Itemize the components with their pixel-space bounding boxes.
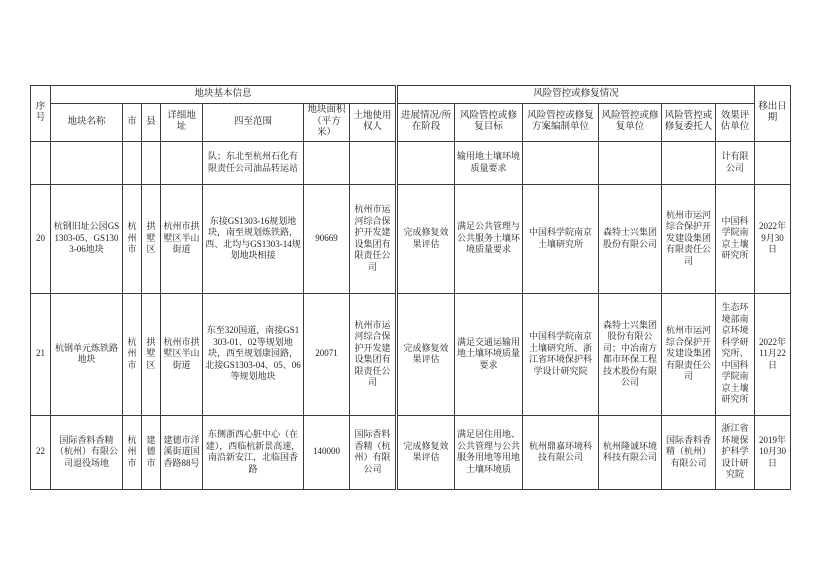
header-city: 市 [123, 104, 142, 142]
table-row-22 [31, 415, 791, 489]
cell-county: 拱墅区 [142, 184, 161, 293]
cell-county [142, 141, 161, 184]
cell-remove-date [755, 141, 791, 184]
cell-land-user: 国际香料香精（杭州）有限公司 [350, 415, 397, 489]
cell-address [161, 141, 203, 184]
cell-target: 满足公共管理与公共服务土壤环境质量要求 [455, 184, 523, 293]
table-row-21 [31, 293, 791, 415]
header-serial: 序号 [31, 86, 51, 142]
cell-area [304, 141, 350, 184]
cell-plan-unit: 中国科学院南京土壤研究所 [523, 184, 599, 293]
cell-progress: 完成修复效果评估 [397, 184, 455, 293]
cell-client: 国际香料香精（杭州）有限公司 [662, 415, 716, 489]
header-columns-row [31, 104, 791, 142]
cell-repair-unit: 森特士兴集团股份有限公司；中冶南方都市环保工程技术股份有限公司 [599, 293, 662, 415]
cell-parcel-name: 国际香料香精（杭州）有限公司退役场地 [51, 415, 123, 489]
table-row-carryover [31, 141, 791, 184]
header-repair-unit: 风险管控或修复单位 [599, 104, 662, 142]
cell-remove-date: 2022年11月22日 [755, 293, 791, 415]
header-remove-date: 移出日期 [755, 86, 791, 142]
cell-city [123, 141, 142, 184]
header-address: 详细地址 [161, 104, 203, 142]
cell-serial: 20 [31, 184, 51, 293]
cell-client [662, 141, 716, 184]
header-group-row [31, 86, 791, 104]
cell-eval-unit: 中国科学院南京土壤研究所 [716, 184, 755, 293]
cell-plan-unit: 中国科学院南京土壤研究所、浙江省环境保护科学设计研究院 [523, 293, 599, 415]
header-client: 风险管控或修复委托人 [662, 104, 716, 142]
cell-address: 杭州市拱墅区半山街道 [161, 184, 203, 293]
cell-plan-unit: 杭州鼎嘉环境科技有限公司 [523, 415, 599, 489]
header-progress: 进展情况/所在阶段 [397, 104, 455, 142]
cell-repair-unit [599, 141, 662, 184]
cell-boundary: 东接GS1303-16规划地块，南至规划炼铁路，西、北均与GS1303-14规划地块相接 [203, 184, 304, 293]
cell-plan-unit [523, 141, 599, 184]
header-target: 风险管控或修复目标 [455, 104, 523, 142]
cell-target: 满足交通运输用地土壤环境质量要求 [455, 293, 523, 415]
header-land-user: 土地使用权人 [350, 104, 397, 142]
cell-city: 杭州市 [123, 415, 142, 489]
cell-remove-date: 2022年9月30日 [755, 184, 791, 293]
header-boundary: 四至范围 [203, 104, 304, 142]
cell-county: 建德市 [142, 415, 161, 489]
cell-parcel-name: 杭钢单元炼铁路地块 [51, 293, 123, 415]
cell-city: 杭州市 [123, 184, 142, 293]
land-parcel-table [30, 85, 791, 490]
cell-land-user: 杭州市运河综合保护开发建设集团有限责任公司 [350, 184, 397, 293]
cell-city: 杭州市 [123, 293, 142, 415]
cell-serial: 21 [31, 293, 51, 415]
cell-remove-date: 2019年10月30日 [755, 415, 791, 489]
cell-eval-unit: 生态环境部南京环境科学研究所、中国科学院南京土壤研究所 [716, 293, 755, 415]
cell-parcel-name [51, 141, 123, 184]
cell-eval-unit: 计有限公司 [716, 141, 755, 184]
cell-target-text: 满足居住用地、公共管理与公共服务用地等用地土壤环境质 [457, 429, 521, 474]
cell-area: 90669 [304, 184, 350, 293]
cell-area: 20071 [304, 293, 350, 415]
header-group-risk-info: 风险管控或修复情况 [397, 86, 755, 104]
cell-land-user: 杭州市运河综合保护开发建设集团有限责任公司 [350, 293, 397, 415]
cell-repair-unit: 森特士兴集团股份有限公司 [599, 184, 662, 293]
cell-serial: 22 [31, 415, 51, 489]
cell-boundary: 东至320国道，南接GS1303-01、02等规划地块，西至规划康园路，北接GS1303-04、05、06等规划地块 [203, 293, 304, 415]
cell-eval-unit: 浙江省环境保护科学设计研究院 [716, 415, 755, 489]
cell-address: 建德市洋溪街道国香路88号 [161, 415, 203, 489]
header-eval-unit: 效果评估单位 [716, 104, 755, 142]
cell-client: 杭州市运河综合保护开发建设集团有限责任公司 [662, 184, 716, 293]
cell-target [455, 415, 523, 489]
cell-parcel-name: 杭钢旧址公园GS1303-05、GS1303-06地块 [51, 184, 123, 293]
cell-boundary: 队；东北至杭州石化有限责任公司油品转运站 [203, 141, 304, 184]
cell-land-user [350, 141, 397, 184]
header-plan-unit: 风险管控或修复方案编制单位 [523, 104, 599, 142]
table-row-20 [31, 184, 791, 293]
header-parcel-name: 地块名称 [51, 104, 123, 142]
cell-progress: 完成修复效果评估 [397, 415, 455, 489]
cell-boundary: 东侧浙西心脏中心（在建），西临杭新景高速，南沿新安江，北临国香路 [203, 415, 304, 489]
cell-address: 杭州市拱墅区半山街道 [161, 293, 203, 415]
header-county: 县 [142, 104, 161, 142]
cell-client: 杭州市运河综合保护开发建设集团有限责任公司 [662, 293, 716, 415]
cell-progress: 完成修复效果评估 [397, 293, 455, 415]
cell-area: 140000 [304, 415, 350, 489]
header-group-basic-info: 地块基本信息 [51, 86, 397, 104]
cell-repair-unit: 杭州隆诚环境科技有限公司 [599, 415, 662, 489]
header-area: 地块面积（平方米） [304, 104, 350, 142]
cell-county: 拱墅区 [142, 293, 161, 415]
cell-serial [31, 141, 51, 184]
cell-progress [397, 141, 455, 184]
cell-target: 输用地土壤环境质量要求 [455, 141, 523, 184]
